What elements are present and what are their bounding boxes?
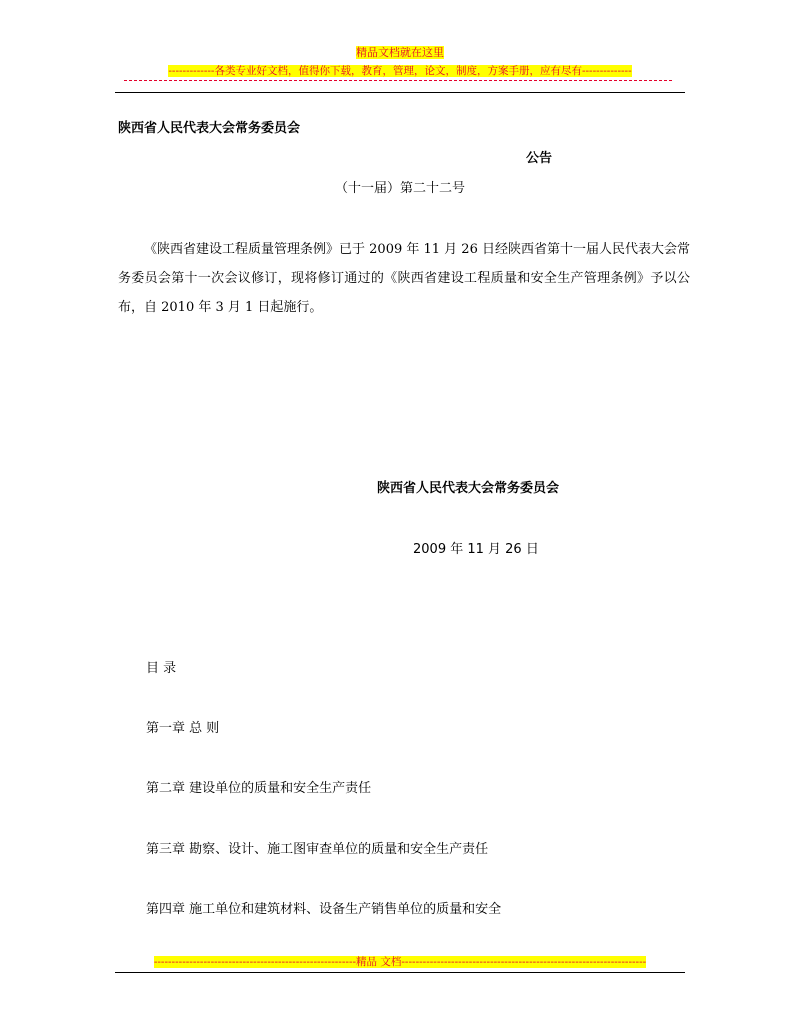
toc-item-chapter-3: 第三章 勘察、设计、施工图审查单位的质量和安全生产责任	[146, 842, 489, 857]
signature-organization: 陕西省人民代表大会常务委员会	[377, 481, 560, 496]
notice-number: （十一届）第二十二号	[334, 181, 465, 196]
footer-rule	[115, 972, 685, 973]
header-rule	[115, 92, 685, 93]
toc-item-chapter-2: 第二章 建设单位的质量和安全生产责任	[146, 781, 372, 796]
header-title-text: 精品文档就在这里	[356, 46, 444, 59]
header-title	[0, 46, 800, 60]
signature-date: 2009 年 11 月 26 日	[413, 542, 539, 557]
toc-item-chapter-1: 第一章 总 则	[146, 721, 220, 736]
header-subtitle	[0, 64, 800, 78]
header-subtitle-text: -------------各类专业好文档，值得你下载，教育，管理，论文，制度，方案手册，应有尽有--------------	[168, 65, 632, 77]
header-dashed-line	[124, 80, 672, 81]
footer-text	[0, 955, 800, 969]
footer-text-label: ---------------------------------------------------------精品 文档---------------------------------------------------------------------	[153, 956, 647, 968]
toc-heading: 目 录	[146, 661, 177, 676]
issuing-organization: 陕西省人民代表大会常务委员会	[118, 121, 301, 136]
toc-item-chapter-4: 第四章 施工单位和建筑材料、设备生产销售单位的质量和安全	[146, 902, 502, 917]
notice-title: 公告	[526, 151, 553, 166]
notice-body: 《陕西省建设工程质量管理条例》已于 2009 年 11 月 26 日经陕西省第十一届人民代表大会常务委员会第十一次会议修订，现将修订通过的《陕西省建设工程质量和安全生产管理条例》予以公布，自 2010 年 3 月 1 日起施行。	[118, 242, 690, 315]
